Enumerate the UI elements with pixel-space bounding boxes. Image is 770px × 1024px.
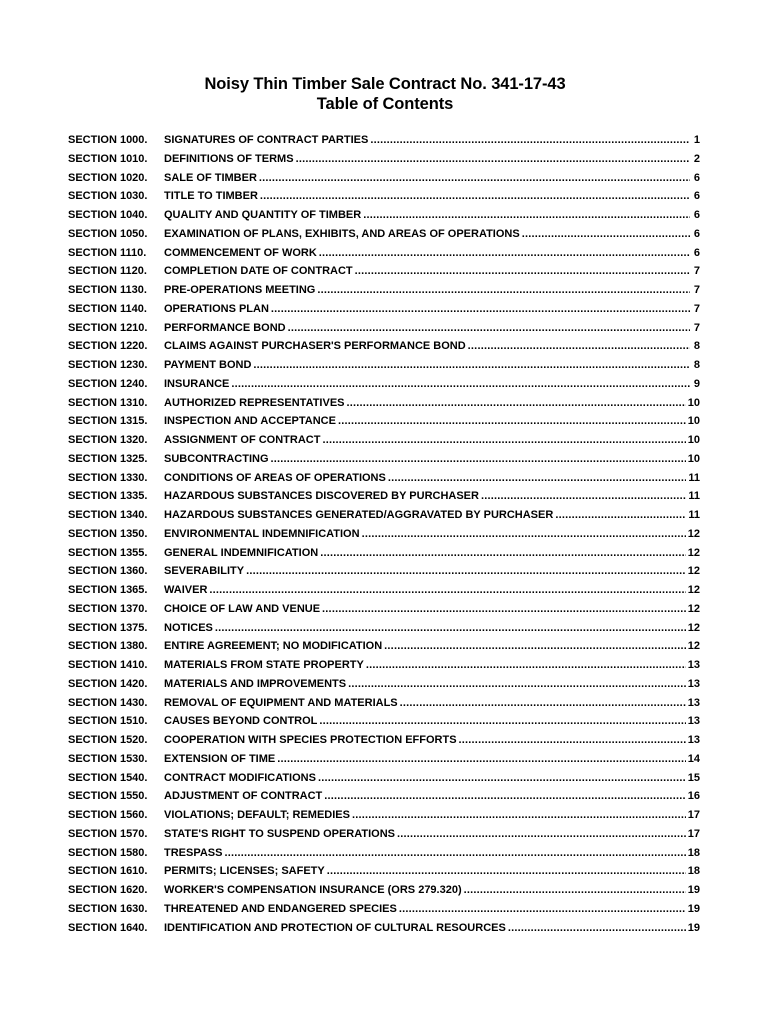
toc-section-number: SECTION 1370. [68,602,148,615]
toc-section-title: PERMITS; LICENSES; SAFETY [164,865,325,878]
toc-dot-leader [231,378,690,390]
toc-section-title: CONTRACT MODIFICATIONS [164,771,316,784]
toc-page-number: 19 [687,902,700,915]
toc-entry[interactable] [68,265,700,284]
toc-section-title: CONDITIONS OF AREAS OF OPERATIONS [164,471,386,484]
toc-entry[interactable] [68,397,700,416]
toc-section-number: SECTION 1375. [68,621,148,634]
toc-section-title: COMPLETION DATE OF CONTRACT [164,265,353,278]
toc-page-number: 10 [687,415,700,428]
toc-page-number: 9 [693,377,700,390]
toc-section-number: SECTION 1410. [68,659,148,671]
toc-dot-leader [319,247,690,259]
toc-section-title: DEFINITIONS OF TERMS [164,152,294,165]
toc-section-number: SECTION 1325. [68,452,148,465]
toc-dot-leader [246,565,686,577]
toc-section-number: SECTION 1550. [68,790,148,803]
toc-section-number: SECTION 1140. [68,302,147,315]
toc-entry[interactable] [68,378,700,397]
toc-page-number: 12 [687,565,700,578]
toc-dot-leader [318,772,686,784]
toc-section-number: SECTION 1240. [68,377,148,390]
toc-section-title: INSPECTION AND ACCEPTANCE [164,415,336,428]
toc-entry[interactable] [68,790,700,809]
toc-entry[interactable] [68,603,700,622]
toc-section-title: CHOICE OF LAW AND VENUE [164,602,321,615]
toc-entry[interactable] [68,284,700,303]
toc-section-number: SECTION 1630. [68,902,148,915]
toc-page-number: 19 [687,921,700,934]
toc-page-number: 13 [687,659,700,671]
toc-entry[interactable] [68,153,700,172]
toc-dot-leader [400,697,686,709]
toc-page-number: 7 [693,302,700,315]
toc-dot-leader [355,265,690,277]
toc-page-number: 12 [687,640,700,653]
toc-dot-leader [468,340,690,352]
toc-entry[interactable] [68,828,700,847]
toc-page-number: 11 [688,509,700,521]
toc-dot-leader [352,809,686,821]
toc-section-title: SUBCONTRACTING [164,452,269,465]
toc-dot-leader [370,134,690,146]
toc-section-title: REMOVAL OF EQUIPMENT AND MATERIALS [164,696,398,709]
toc-entry[interactable] [68,734,700,753]
toc-page-number: 13 [687,677,700,690]
toc-entry[interactable] [68,190,700,209]
toc-entry[interactable] [68,134,700,153]
toc-section-number: SECTION 1350. [68,527,148,540]
toc-dot-leader [327,865,686,877]
toc-section-title: SALE OF TIMBER [164,171,257,184]
toc-section-title: PERFORMANCE BOND [164,321,286,334]
toc-section-number: SECTION 1050. [68,227,148,240]
toc-section-title: CLAIMS AGAINST PURCHASER'S PERFORMANCE BOND [164,340,466,353]
toc-dot-leader [322,434,685,446]
toc-page-number: 18 [687,846,700,859]
toc-page-number: 13 [687,696,700,709]
toc-section-number: SECTION 1040. [68,209,148,221]
toc-section-title: TITLE TO TIMBER [164,190,258,203]
toc-section-number: SECTION 1620. [68,884,148,896]
toc-page-number: 6 [693,246,700,259]
toc-entry[interactable] [68,884,700,903]
toc-section-number: SECTION 1365. [68,584,148,596]
toc-section-title: THREATENED AND ENDANGERED SPECIES [164,902,397,915]
toc-section-title: ASSIGNMENT OF CONTRACT [164,434,321,446]
toc-dot-leader [209,584,685,596]
toc-entry[interactable] [68,359,700,378]
toc-dot-leader [464,884,686,896]
toc-section-number: SECTION 1000. [68,134,148,146]
toc-dot-leader [317,284,690,296]
toc-page-number: 1 [693,134,700,146]
toc-entry[interactable] [68,715,700,734]
toc-section-number: SECTION 1315. [68,415,148,428]
toc-dot-leader [366,659,686,671]
toc-section-number: SECTION 1510. [68,715,148,728]
toc-entry[interactable] [68,753,700,772]
toc-dot-leader [253,359,690,371]
toc-dot-leader [459,734,686,746]
toc-dot-leader [271,453,686,465]
toc-entry[interactable] [68,247,700,266]
toc-entry[interactable] [68,565,700,584]
toc-page-number: 17 [687,827,700,840]
toc-page-number: 16 [687,790,700,803]
toc-dot-leader [215,622,686,634]
toc-section-number: SECTION 1120. [68,265,147,278]
toc-page-number: 10 [687,452,700,465]
toc-dot-leader [260,190,690,202]
toc-page-number: 17 [687,809,700,821]
toc-page-number: 6 [693,227,700,240]
toc-entry[interactable] [68,922,700,941]
toc-section-title: QUALITY AND QUANTITY OF TIMBER [164,209,362,221]
toc-section-title: PAYMENT BOND [164,359,252,371]
toc-entry[interactable] [68,228,700,247]
toc-entry[interactable] [68,865,700,884]
toc-entry[interactable] [68,697,700,716]
toc-dot-leader [481,490,686,502]
toc-dot-leader [324,790,685,802]
toc-section-title: MATERIALS FROM STATE PROPERTY [164,659,364,671]
toc-entry[interactable] [68,172,700,191]
toc-section-number: SECTION 1220. [68,340,148,353]
toc-section-title: INSURANCE [164,377,230,390]
toc-section-number: SECTION 1380. [68,640,148,653]
toc-section-number: SECTION 1130. [68,284,147,296]
toc-page-number: 6 [693,190,700,203]
toc-section-number: SECTION 1355. [68,546,148,559]
toc-page-number: 11 [688,471,700,484]
toc-section-number: SECTION 1330. [68,471,148,484]
toc-dot-leader [348,678,686,690]
toc-page-number: 12 [687,527,700,540]
toc-section-title: COMMENCEMENT OF WORK [164,246,317,259]
toc-section-number: SECTION 1530. [68,752,148,765]
toc-section-number: SECTION 1560. [68,809,148,821]
toc-page-number: 12 [687,546,700,559]
toc-entry[interactable] [68,772,700,791]
toc-dot-leader [259,172,690,184]
toc-entry[interactable] [68,659,700,678]
toc-page-number: 7 [693,265,700,278]
toc-page-number: 7 [693,284,700,296]
toc-page-number: 13 [687,715,700,728]
toc-section-title: ADJUSTMENT OF CONTRACT [164,790,323,803]
toc-page-number: 12 [687,584,700,596]
toc-section-number: SECTION 1230. [68,359,148,371]
toc-section-number: SECTION 1430. [68,696,148,709]
toc-section-title: IDENTIFICATION AND PROTECTION OF CULTURAL RESOURCES [164,921,506,934]
toc-entry[interactable] [68,809,700,828]
toc-section-title: EXAMINATION OF PLANS, EXHIBITS, AND AREAS OF OPERATIONS [164,227,520,240]
toc-section-title: GENERAL INDEMNIFICATION [164,546,319,559]
toc-section-title: SIGNATURES OF CONTRACT PARTIES [164,134,369,146]
toc-section-number: SECTION 1310. [68,396,148,409]
toc-page-number: 12 [687,621,700,634]
toc-section-number: SECTION 1010. [68,152,148,165]
toc-section-number: SECTION 1340. [68,509,148,521]
toc-dot-leader [508,922,686,934]
toc-section-title: CAUSES BEYOND CONTROL [164,715,318,728]
toc-entry[interactable] [68,640,700,659]
toc-section-title: TRESPASS [164,846,223,859]
toc-page-number: 19 [687,884,700,896]
toc-dot-leader [555,509,686,521]
toc-entry[interactable] [68,547,700,566]
toc-page-number: 13 [687,734,700,746]
toc-page-number: 6 [693,209,700,221]
toc-section-number: SECTION 1640. [68,921,148,934]
toc-page-number: 10 [687,434,700,446]
toc-section-title: HAZARDOUS SUBSTANCES GENERATED/AGGRAVATED BY PURCHASER [164,509,554,521]
toc-section-title: VIOLATIONS; DEFAULT; REMEDIES [164,809,350,821]
toc-entry[interactable] [68,322,700,341]
toc-dot-leader [384,640,686,652]
toc-dot-leader [363,209,690,221]
toc-dot-leader [322,603,686,615]
toc-dot-leader [288,322,690,334]
toc-dot-leader [347,397,686,409]
toc-entry[interactable] [68,509,700,528]
toc-entry[interactable] [68,622,700,641]
toc-dot-leader [362,528,686,540]
document-title: Noisy Thin Timber Sale Contract No. 341-17-43 [204,75,566,93]
toc-entry[interactable] [68,453,700,472]
toc-section-title: HAZARDOUS SUBSTANCES DISCOVERED BY PURCHASER [164,490,479,503]
toc-section-number: SECTION 1420. [68,677,148,690]
toc-section-number: SECTION 1540. [68,771,148,784]
toc-dot-leader [320,547,686,559]
toc-section-title: MATERIALS AND IMPROVEMENTS [164,677,347,690]
toc-section-number: SECTION 1110. [68,246,147,259]
toc-page-number: 8 [693,359,700,371]
toc-dot-leader [296,153,690,165]
toc-section-title: EXTENSION OF TIME [164,752,276,765]
toc-entry[interactable] [68,340,700,359]
table-of-contents [68,134,700,940]
toc-heading: Table of Contents [316,95,454,113]
toc-dot-leader [319,715,685,727]
toc-section-number: SECTION 1570. [68,827,148,840]
toc-entry[interactable] [68,415,700,434]
toc-page-number: 18 [687,865,700,878]
toc-entry[interactable] [68,303,700,322]
toc-dot-leader [271,303,690,315]
toc-section-title: WAIVER [164,584,208,596]
toc-page-number: 2 [693,152,700,165]
toc-entry[interactable] [68,584,700,603]
toc-dot-leader [338,415,686,427]
toc-dot-leader [399,903,686,915]
toc-entry[interactable] [68,903,700,922]
toc-page-number: 15 [687,771,700,784]
toc-section-title: SEVERABILITY [164,565,245,578]
toc-page-number: 11 [688,490,700,503]
toc-section-title: WORKER'S COMPENSATION INSURANCE (ORS 279.320) [164,884,462,896]
toc-section-title: STATE'S RIGHT TO SUSPEND OPERATIONS [164,827,395,840]
toc-section-title: AUTHORIZED REPRESENTATIVES [164,396,345,409]
toc-section-number: SECTION 1520. [68,734,148,746]
toc-section-number: SECTION 1210. [68,321,148,334]
toc-entry[interactable] [68,528,700,547]
toc-entry[interactable] [68,490,700,509]
toc-section-number: SECTION 1580. [68,846,148,859]
toc-entry[interactable] [68,678,700,697]
toc-dot-leader [277,753,686,765]
toc-section-title: ENVIRONMENTAL INDEMNIFICATION [164,527,360,540]
toc-page-number: 12 [687,602,700,615]
toc-page-number: 6 [693,171,700,184]
toc-entry[interactable] [68,847,700,866]
toc-dot-leader [388,472,687,484]
toc-section-title: NOTICES [164,621,213,634]
toc-section-number: SECTION 1335. [68,490,148,503]
toc-section-title: COOPERATION WITH SPECIES PROTECTION EFFORTS [164,734,457,746]
toc-page-number: 10 [687,396,700,409]
toc-dot-leader [522,228,690,240]
toc-section-number: SECTION 1020. [68,171,148,184]
toc-section-number: SECTION 1320. [68,434,148,446]
toc-section-number: SECTION 1360. [68,565,148,578]
toc-section-number: SECTION 1610. [68,865,148,878]
toc-section-title: ENTIRE AGREEMENT; NO MODIFICATION [164,640,383,653]
toc-page-number: 7 [693,321,700,334]
toc-page-number: 14 [687,752,700,765]
toc-entry[interactable] [68,434,700,453]
toc-dot-leader [224,847,685,859]
toc-entry[interactable] [68,472,700,491]
toc-dot-leader [397,828,686,840]
toc-entry[interactable] [68,209,700,228]
toc-section-title: PRE-OPERATIONS MEETING [164,284,316,296]
toc-page-number: 8 [693,340,700,353]
toc-section-number: SECTION 1030. [68,190,148,203]
toc-section-title: OPERATIONS PLAN [164,302,269,315]
